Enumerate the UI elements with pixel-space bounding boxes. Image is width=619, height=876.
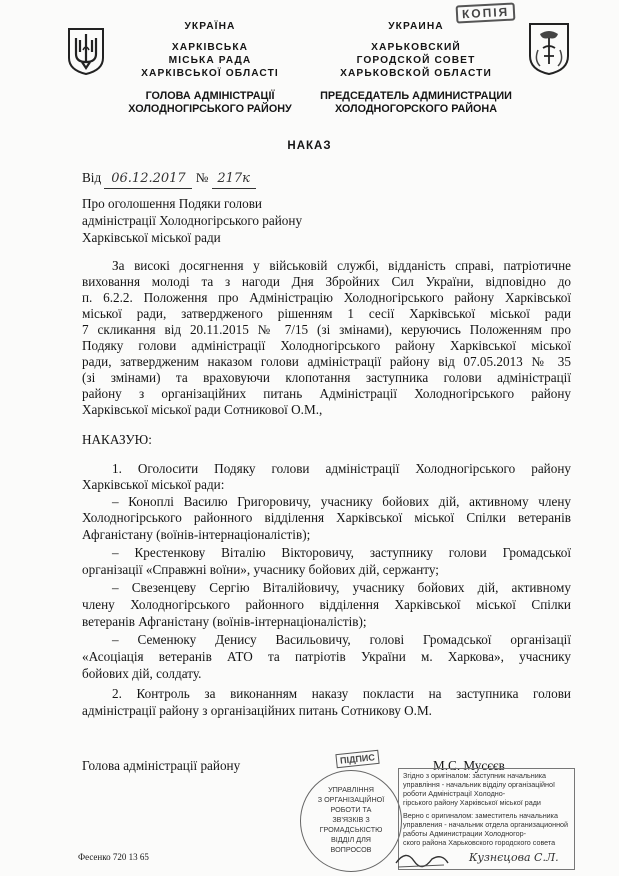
right-country: УКРАИНА <box>388 21 444 32</box>
round-stamp-line: З ОРГАНІЗАЦІЙНОЇ <box>317 795 385 804</box>
round-stamp <box>300 770 402 872</box>
round-stamp-line: УПРАВЛІННЯ <box>328 785 374 794</box>
right-council-line-2: ГОРОДСКОЙ СОВЕТ <box>356 55 476 66</box>
certification-line: работы Администрации Холодногор- <box>403 829 527 838</box>
left-council-line-2: МІСЬКА РАДА <box>168 55 252 66</box>
certification-line: роботи Адміністрації Холодно- <box>403 789 506 798</box>
certification-line: гірського району Харківської міської ради <box>403 798 541 807</box>
subject-line: адміністрації Холодногірського району <box>82 213 303 228</box>
right-council-line-1: ХАРЬКОВСКИЙ <box>371 42 461 53</box>
certification-line: управління - начальник відділу організаційної <box>403 780 555 789</box>
preamble-line: району з організаційних питань Адміністрації Холодногірського району <box>82 386 571 401</box>
certification-line: управления - начальник отдела организационной <box>403 820 569 829</box>
preamble-line: (зі змінами) та враховуючи клопотання заступника голови адміністрації <box>82 370 571 385</box>
date-prefix: Від <box>82 170 102 185</box>
preamble-line: Харківської міської ради Сотникової О.М., <box>82 402 323 417</box>
order-word: НАКАЗУЮ: <box>82 432 152 447</box>
order-item-line: – Крестенкову Віталію Вікторовичу, заступнику голови Громадської <box>112 545 571 560</box>
certification-line: Верно с оригиналом: заместитель начальника <box>403 811 558 820</box>
order-item-line: – Коноплі Василю Григоровичу, учаснику бойових дій, активному члену <box>112 494 571 509</box>
preamble-line: Подяку голови адміністрації Холодногірського району Харківської міської <box>82 338 571 353</box>
order-item-line: «Асоціація ветеранів АТО та патріотів України м. Харкова», учаснику <box>82 649 571 664</box>
right-position-line-2: ХОЛОДНОГОРСКОГО РАЙОНА <box>334 103 498 115</box>
order-item-line: Афганістану (воїнів-інтернаціоналістів); <box>82 527 311 542</box>
preamble-line: п. 6.2.2. Положення про Адміністрацію Холодногірського району Харківської <box>82 290 571 305</box>
preamble-line: виховання молоді та з нагоди Дня Збройних Сил України, відповідно до <box>82 274 571 289</box>
order-item-line: адміністрації району з організаційних питань Сотникову О.М. <box>82 703 432 718</box>
order-item-line: – Семенюку Денису Васильовичу, голові Громадської організації <box>112 632 571 647</box>
ukraine-coat-of-arms-icon <box>66 26 106 76</box>
subject-line: Харківської міської ради <box>82 230 221 245</box>
round-stamp-line: ГРОМАДСЬКІСТЮ <box>319 825 383 834</box>
executor-info: Фесенко 720 13 65 <box>78 852 149 862</box>
round-stamp-line: ЗВ'ЯЗКІВ З <box>332 815 370 824</box>
order-item-line: бойових дій, солдату. <box>82 666 202 681</box>
number-prefix: № <box>195 170 209 185</box>
signatory-name: М.С. Мусєєв <box>433 758 505 773</box>
preamble-line: 7 скликання від 20.11.2015 № 7/15 (зі змінами), керуючись Положенням про <box>82 322 571 337</box>
round-stamp-line: ВІДДІЛ ДЛЯ <box>330 835 371 844</box>
preamble-line: ради, затвердженим наказом голови адміністрації району від 07.05.2013 № 35 <box>82 354 571 369</box>
order-item-line: – Свезенцеву Сергію Віталійовичу, учаснику бойових дій, активному <box>112 580 571 595</box>
preamble-line: За високі досягнення у військовій службі, відданість справі, патріотичне <box>112 258 571 273</box>
round-stamp-line: ВОПРОСОВ <box>330 845 372 854</box>
kharkiv-coat-of-arms-icon <box>526 20 572 76</box>
left-council-line-1: ХАРКІВСЬКА <box>171 42 249 53</box>
order-item-line: Харківської міської ради: <box>82 477 225 492</box>
left-country: УКРАЇНА <box>184 21 236 32</box>
left-position-line-1: ГОЛОВА АДМІНІСТРАЦІЇ <box>145 90 275 102</box>
document-title: НАКАЗ <box>287 140 332 152</box>
handwritten-signature-icon <box>392 845 452 871</box>
preamble-line: міської ради, затвердженого рішенням 1 сесії Харківської міської ради <box>82 306 571 321</box>
certification-line: ского района Харьковского городского совета <box>403 838 556 847</box>
order-item-line: члену Холодногірського районного відділення Харківської міської Спілки <box>82 597 571 612</box>
certification-signature: Кузнєцова С.Л. <box>469 851 559 864</box>
order-item-line: ветеранів Афганістану (воїнів-інтернаціоналістів); <box>82 614 367 629</box>
copy-stamp: КОПІЯ <box>456 2 516 23</box>
subject-line: Про оголошення Подяки голови <box>82 196 262 211</box>
left-position-line-2: ХОЛОДНОГІРСЬКОГО РАЙОНУ <box>128 103 292 115</box>
certification-line: Згідно з оригіналом: заступник начальника <box>403 771 547 780</box>
left-council-line-3: ХАРКІВСЬКОЇ ОБЛАСТІ <box>141 68 279 79</box>
order-date: 06.12.2017 <box>104 171 192 189</box>
order-item-line: 2. Контроль за виконанням наказу покласти на заступника голови <box>112 686 571 701</box>
signature-stamp: ПІДПИС <box>335 750 379 768</box>
right-position-line-1: ПРЕДСЕДАТЕЛЬ АДМИНИСТРАЦИИ <box>320 90 512 102</box>
order-number: 217к <box>212 171 256 189</box>
order-item-line: Холодногірського районного відділення Харківської міської Спілки ветеранів <box>82 510 571 525</box>
order-item-line: 1. Оголосити Подяку голови адміністрації Холодногірського району <box>112 461 571 476</box>
round-stamp-line: РОБОТИ ТА <box>330 805 372 814</box>
signatory-title: Голова адміністрації району <box>82 758 241 773</box>
order-item-line: організації «Справжні воїни», учаснику бойових дій, сержанту; <box>82 562 439 577</box>
date-line <box>82 170 256 189</box>
right-council-line-3: ХАРЬКОВСКОЙ ОБЛАСТИ <box>340 68 492 79</box>
